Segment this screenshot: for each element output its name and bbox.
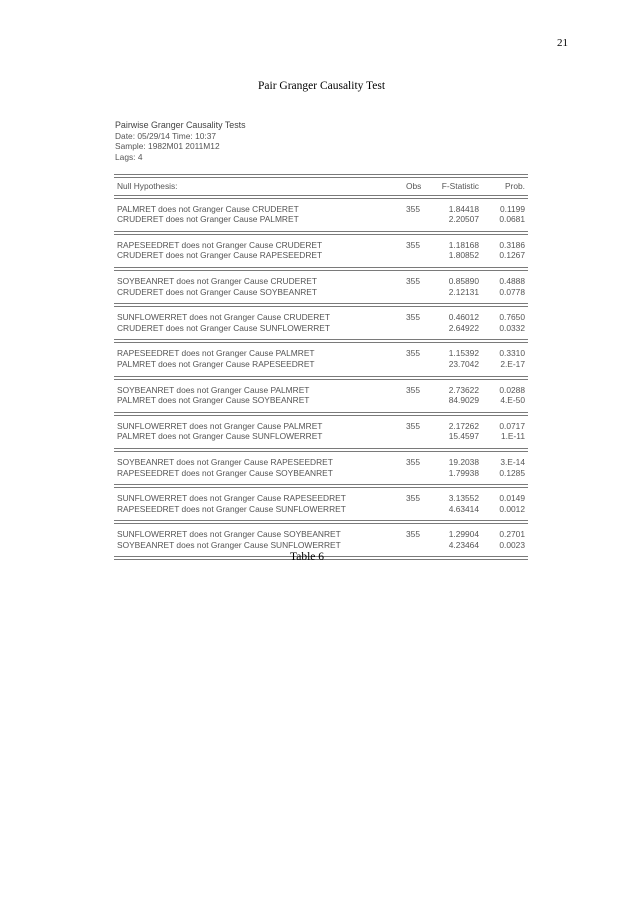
obs-cell: 355 [406, 420, 420, 431]
table-row [114, 276, 528, 287]
page-number: 21 [557, 37, 568, 49]
table-caption: Table 6 [290, 551, 325, 563]
hypothesis-cell: RAPESEEDRET does not Granger Cause SUNFLOWERRET [117, 503, 346, 514]
table-row [114, 214, 528, 225]
test-group [114, 199, 528, 231]
obs-cell: 355 [406, 529, 420, 540]
f-statistic-cell: 19.2038 [448, 456, 479, 467]
f-statistic-cell: 15.4597 [448, 431, 479, 442]
prob-cell: 0.3186 [499, 239, 525, 250]
f-statistic-cell: 1.15392 [448, 348, 479, 359]
f-statistic-cell: 2.12131 [448, 286, 479, 297]
table-row [114, 348, 528, 359]
header-f-statistic: F-Statistic [441, 181, 479, 191]
prob-cell: 0.4888 [499, 275, 525, 286]
hypothesis-cell: RAPESEEDRET does not Granger Cause SOYBEANRET [117, 467, 333, 478]
table-row [114, 287, 528, 298]
hypothesis-cell: RAPESEEDRET does not Granger Cause PALMRET [117, 348, 315, 359]
obs-cell: 355 [406, 384, 420, 395]
hypothesis-cell: CRUDERET does not Granger Cause PALMRET [117, 214, 299, 225]
hypothesis-cell: SUNFLOWERRET does not Granger Cause CRUDERET [117, 312, 331, 323]
f-statistic-cell: 4.23464 [448, 539, 479, 550]
f-statistic-cell: 1.80852 [448, 250, 479, 261]
prob-cell: 0.1199 [500, 203, 525, 214]
f-statistic-cell: 0.46012 [448, 312, 479, 323]
hypothesis-cell: SUNFLOWERRET does not Granger Cause PALMRET [117, 420, 323, 431]
hypothesis-cell: SUNFLOWERRET does not Granger Cause SOYBEANRET [117, 529, 341, 540]
table-row [114, 504, 528, 515]
f-statistic-cell: 1.29904 [448, 529, 479, 540]
test-group [114, 343, 528, 375]
date-line: Date: 05/29/14 Time: 10:37 [115, 130, 217, 141]
eviews-output-table [110, 120, 531, 550]
hypothesis-cell: SOYBEANRET does not Granger Cause CRUDERET [117, 275, 317, 286]
table-row [114, 359, 528, 370]
hypothesis-cell: SOYBEANRET does not Granger Cause SUNFLOWERRET [117, 539, 341, 550]
sample-line: Sample: 1982M01 2011M12 [115, 141, 220, 152]
prob-cell: 0.3310 [499, 348, 525, 359]
column-header-row [114, 181, 528, 192]
table-row [114, 529, 528, 540]
output-header [115, 120, 246, 162]
hypothesis-cell: RAPESEEDRET does not Granger Cause CRUDERET [117, 239, 323, 250]
f-statistic-cell: 84.9029 [448, 395, 479, 406]
prob-cell: 1.E-11 [500, 431, 525, 442]
table-row [114, 457, 528, 468]
header-obs: Obs [406, 181, 422, 191]
table-row [114, 540, 528, 551]
hypothesis-cell: PALMRET does not Granger Cause RAPESEEDRET [117, 358, 315, 369]
prob-cell: 4.E-50 [500, 395, 525, 406]
f-statistic-cell: 3.13552 [448, 493, 479, 504]
prob-cell: 0.7650 [499, 312, 525, 323]
table-row [114, 468, 528, 479]
table-row [114, 493, 528, 504]
hypothesis-cell: SOYBEANRET does not Granger Cause RAPESEEDRET [117, 456, 333, 467]
f-statistic-cell: 2.17262 [448, 420, 479, 431]
prob-cell: 3.E-14 [500, 456, 525, 467]
table-row [114, 240, 528, 251]
hypothesis-cell: PALMRET does not Granger Cause SUNFLOWERRET [117, 431, 323, 442]
prob-cell: 0.0332 [499, 322, 525, 333]
hypothesis-cell: CRUDERET does not Granger Cause SOYBEANRET [117, 286, 317, 297]
prob-cell: 0.0717 [499, 420, 525, 431]
hypothesis-cell: CRUDERET does not Granger Cause RAPESEEDRET [117, 250, 323, 261]
lags-line: Lags: 4 [115, 151, 143, 162]
prob-cell: 0.1267 [499, 250, 525, 261]
header-prob: Prob. [504, 181, 525, 191]
header-hypothesis: Null Hypothesis: [117, 181, 178, 191]
table-row [114, 395, 528, 406]
prob-cell: 0.2701 [499, 529, 525, 540]
f-statistic-cell: 23.7042 [448, 358, 479, 369]
hypothesis-cell: PALMRET does not Granger Cause SOYBEANRET [117, 395, 310, 406]
obs-cell: 355 [406, 456, 420, 467]
f-statistic-cell: 1.84418 [448, 203, 479, 214]
prob-cell: 0.0288 [499, 384, 525, 395]
obs-cell: 355 [406, 493, 420, 504]
f-statistic-cell: 4.63414 [448, 503, 479, 514]
table-row [114, 204, 528, 215]
output-title: Pairwise Granger Causality Tests [115, 120, 246, 130]
prob-cell: 2.E-17 [500, 358, 525, 369]
test-group [114, 271, 528, 303]
table-row [114, 323, 528, 334]
top-double-rule [114, 174, 528, 178]
obs-cell: 355 [406, 275, 420, 286]
hypothesis-cell: PALMRET does not Granger Cause CRUDERET [117, 203, 299, 214]
results-table [114, 174, 528, 560]
hypothesis-cell: CRUDERET does not Granger Cause SUNFLOWERRET [117, 322, 331, 333]
f-statistic-cell: 2.64922 [448, 322, 479, 333]
obs-cell: 355 [406, 348, 420, 359]
test-group [114, 416, 528, 448]
document-title: Pair Granger Causality Test [258, 80, 386, 92]
prob-cell: 0.0681 [499, 214, 525, 225]
f-statistic-cell: 1.18168 [448, 239, 479, 250]
prob-cell: 0.0012 [499, 503, 525, 514]
obs-cell: 355 [406, 203, 420, 214]
f-statistic-cell: 0.85890 [448, 275, 479, 286]
table-row [114, 250, 528, 261]
obs-cell: 355 [406, 239, 420, 250]
table-row [114, 431, 528, 442]
f-statistic-cell: 2.20507 [448, 214, 479, 225]
table-row [114, 421, 528, 432]
obs-cell: 355 [406, 312, 420, 323]
f-statistic-cell: 1.79938 [448, 467, 479, 478]
table-row [114, 385, 528, 396]
table-row [114, 312, 528, 323]
test-group [114, 380, 528, 412]
hypothesis-cell: SUNFLOWERRET does not Granger Cause RAPESEEDRET [117, 493, 346, 504]
prob-cell: 0.0149 [499, 493, 525, 504]
test-group [114, 488, 528, 520]
test-group [114, 452, 528, 484]
prob-cell: 0.1285 [499, 467, 525, 478]
test-group [114, 235, 528, 267]
f-statistic-cell: 2.73622 [448, 384, 479, 395]
test-group [114, 307, 528, 339]
prob-cell: 0.0778 [499, 286, 525, 297]
hypothesis-cell: SOYBEANRET does not Granger Cause PALMRET [117, 384, 310, 395]
prob-cell: 0.0023 [499, 539, 525, 550]
